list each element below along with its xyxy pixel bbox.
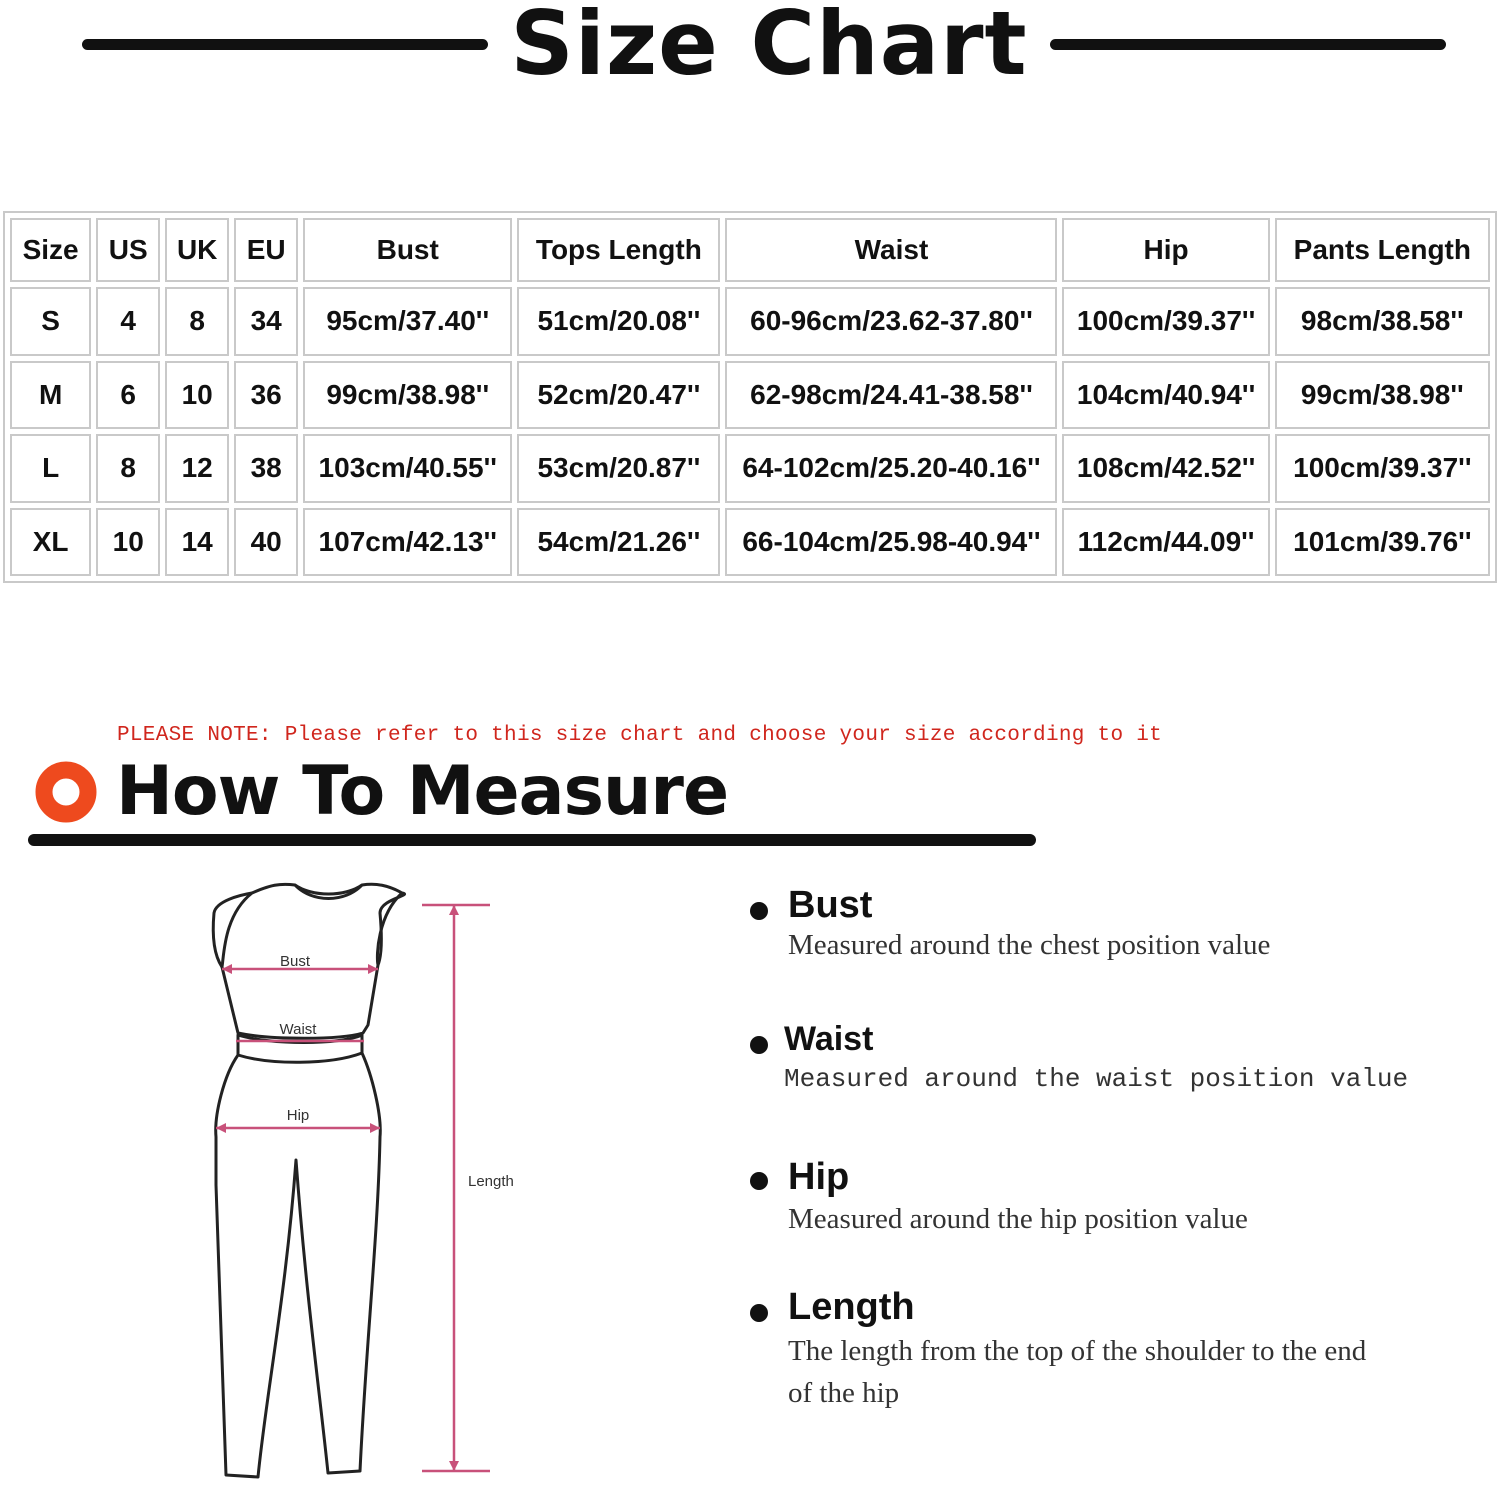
section-title: How To Measure <box>116 752 729 831</box>
table-cell: 95cm/37.40'' <box>303 287 512 356</box>
size-note: PLEASE NOTE: Please refer to this size chart and choose your size according to it <box>117 724 1163 747</box>
title-rule-left <box>82 39 488 50</box>
bullet-icon <box>750 1172 768 1190</box>
table-header-row <box>10 218 1490 282</box>
definition-desc: Measured around the waist position value <box>784 1064 1409 1094</box>
table-cell: 100cm/39.37'' <box>1275 434 1490 503</box>
table-row <box>10 287 1490 356</box>
column-header: Tops Length <box>517 218 720 282</box>
table-cell: 34 <box>234 287 298 356</box>
table-cell: 8 <box>165 287 229 356</box>
table-cell: M <box>10 361 91 430</box>
column-header: Waist <box>725 218 1057 282</box>
table-cell: 60-96cm/23.62-37.80'' <box>725 287 1057 356</box>
table-cell: XL <box>10 508 91 577</box>
table-cell: S <box>10 287 91 356</box>
size-table <box>3 211 1497 583</box>
table-cell: 10 <box>96 508 160 577</box>
definition-term: Hip <box>788 1156 850 1198</box>
ring-bullet-icon <box>34 760 98 824</box>
definition-term: Length <box>788 1286 915 1328</box>
table-cell: 53cm/20.87'' <box>517 434 720 503</box>
table-cell: 99cm/38.98'' <box>303 361 512 430</box>
column-header: US <box>96 218 160 282</box>
table-cell: 40 <box>234 508 298 577</box>
table-cell: 51cm/20.08'' <box>517 287 720 356</box>
definition-desc: Measured around the chest position value <box>788 929 1271 961</box>
figure-label-bust: Bust <box>279 953 311 970</box>
table-cell: 99cm/38.98'' <box>1275 361 1490 430</box>
table-cell: 103cm/40.55'' <box>303 434 512 503</box>
table-cell: 52cm/20.47'' <box>517 361 720 430</box>
table-cell: L <box>10 434 91 503</box>
page-title: Size Chart <box>510 0 1028 95</box>
bullet-icon <box>750 1036 768 1054</box>
figure-label-hip: Hip <box>286 1107 310 1124</box>
table-cell: 6 <box>96 361 160 430</box>
table-cell: 62-98cm/24.41-38.58'' <box>725 361 1057 430</box>
column-header: Bust <box>303 218 512 282</box>
bullet-icon <box>750 902 768 920</box>
column-header: Hip <box>1062 218 1269 282</box>
figure-label-waist: Waist <box>279 1021 317 1038</box>
table-cell: 98cm/38.58'' <box>1275 287 1490 356</box>
table-cell: 4 <box>96 287 160 356</box>
table-cell: 107cm/42.13'' <box>303 508 512 577</box>
bullet-icon <box>750 1304 768 1322</box>
table-cell: 12 <box>165 434 229 503</box>
table-cell: 101cm/39.76'' <box>1275 508 1490 577</box>
table-row <box>10 508 1490 577</box>
table-row <box>10 434 1490 503</box>
table-cell: 10 <box>165 361 229 430</box>
table-cell: 66-104cm/25.98-40.94'' <box>725 508 1057 577</box>
jumpsuit-outline-icon <box>213 884 404 1477</box>
column-header: EU <box>234 218 298 282</box>
table-cell: 38 <box>234 434 298 503</box>
table-cell: 36 <box>234 361 298 430</box>
section-rule <box>28 834 1036 846</box>
table-row <box>10 361 1490 430</box>
table-cell: 54cm/21.26'' <box>517 508 720 577</box>
table-cell: 104cm/40.94'' <box>1062 361 1269 430</box>
table-cell: 108cm/42.52'' <box>1062 434 1269 503</box>
definition-desc: Measured around the hip position value <box>788 1203 1248 1235</box>
table-cell: 14 <box>165 508 229 577</box>
definition-desc: The length from the top of the shoulder to the end of the hip <box>788 1335 1367 1409</box>
jumpsuit-diagram <box>200 875 540 1485</box>
figure-label-length: Length <box>468 1173 514 1190</box>
table-cell: 112cm/44.09'' <box>1062 508 1269 577</box>
title-rule-right <box>1050 39 1446 50</box>
table-cell: 100cm/39.37'' <box>1062 287 1269 356</box>
table-cell: 8 <box>96 434 160 503</box>
column-header: UK <box>165 218 229 282</box>
column-header: Size <box>10 218 91 282</box>
table-cell: 64-102cm/25.20-40.16'' <box>725 434 1057 503</box>
column-header: Pants Length <box>1275 218 1490 282</box>
definition-term: Bust <box>788 884 873 926</box>
definition-term: Waist <box>784 1020 874 1058</box>
